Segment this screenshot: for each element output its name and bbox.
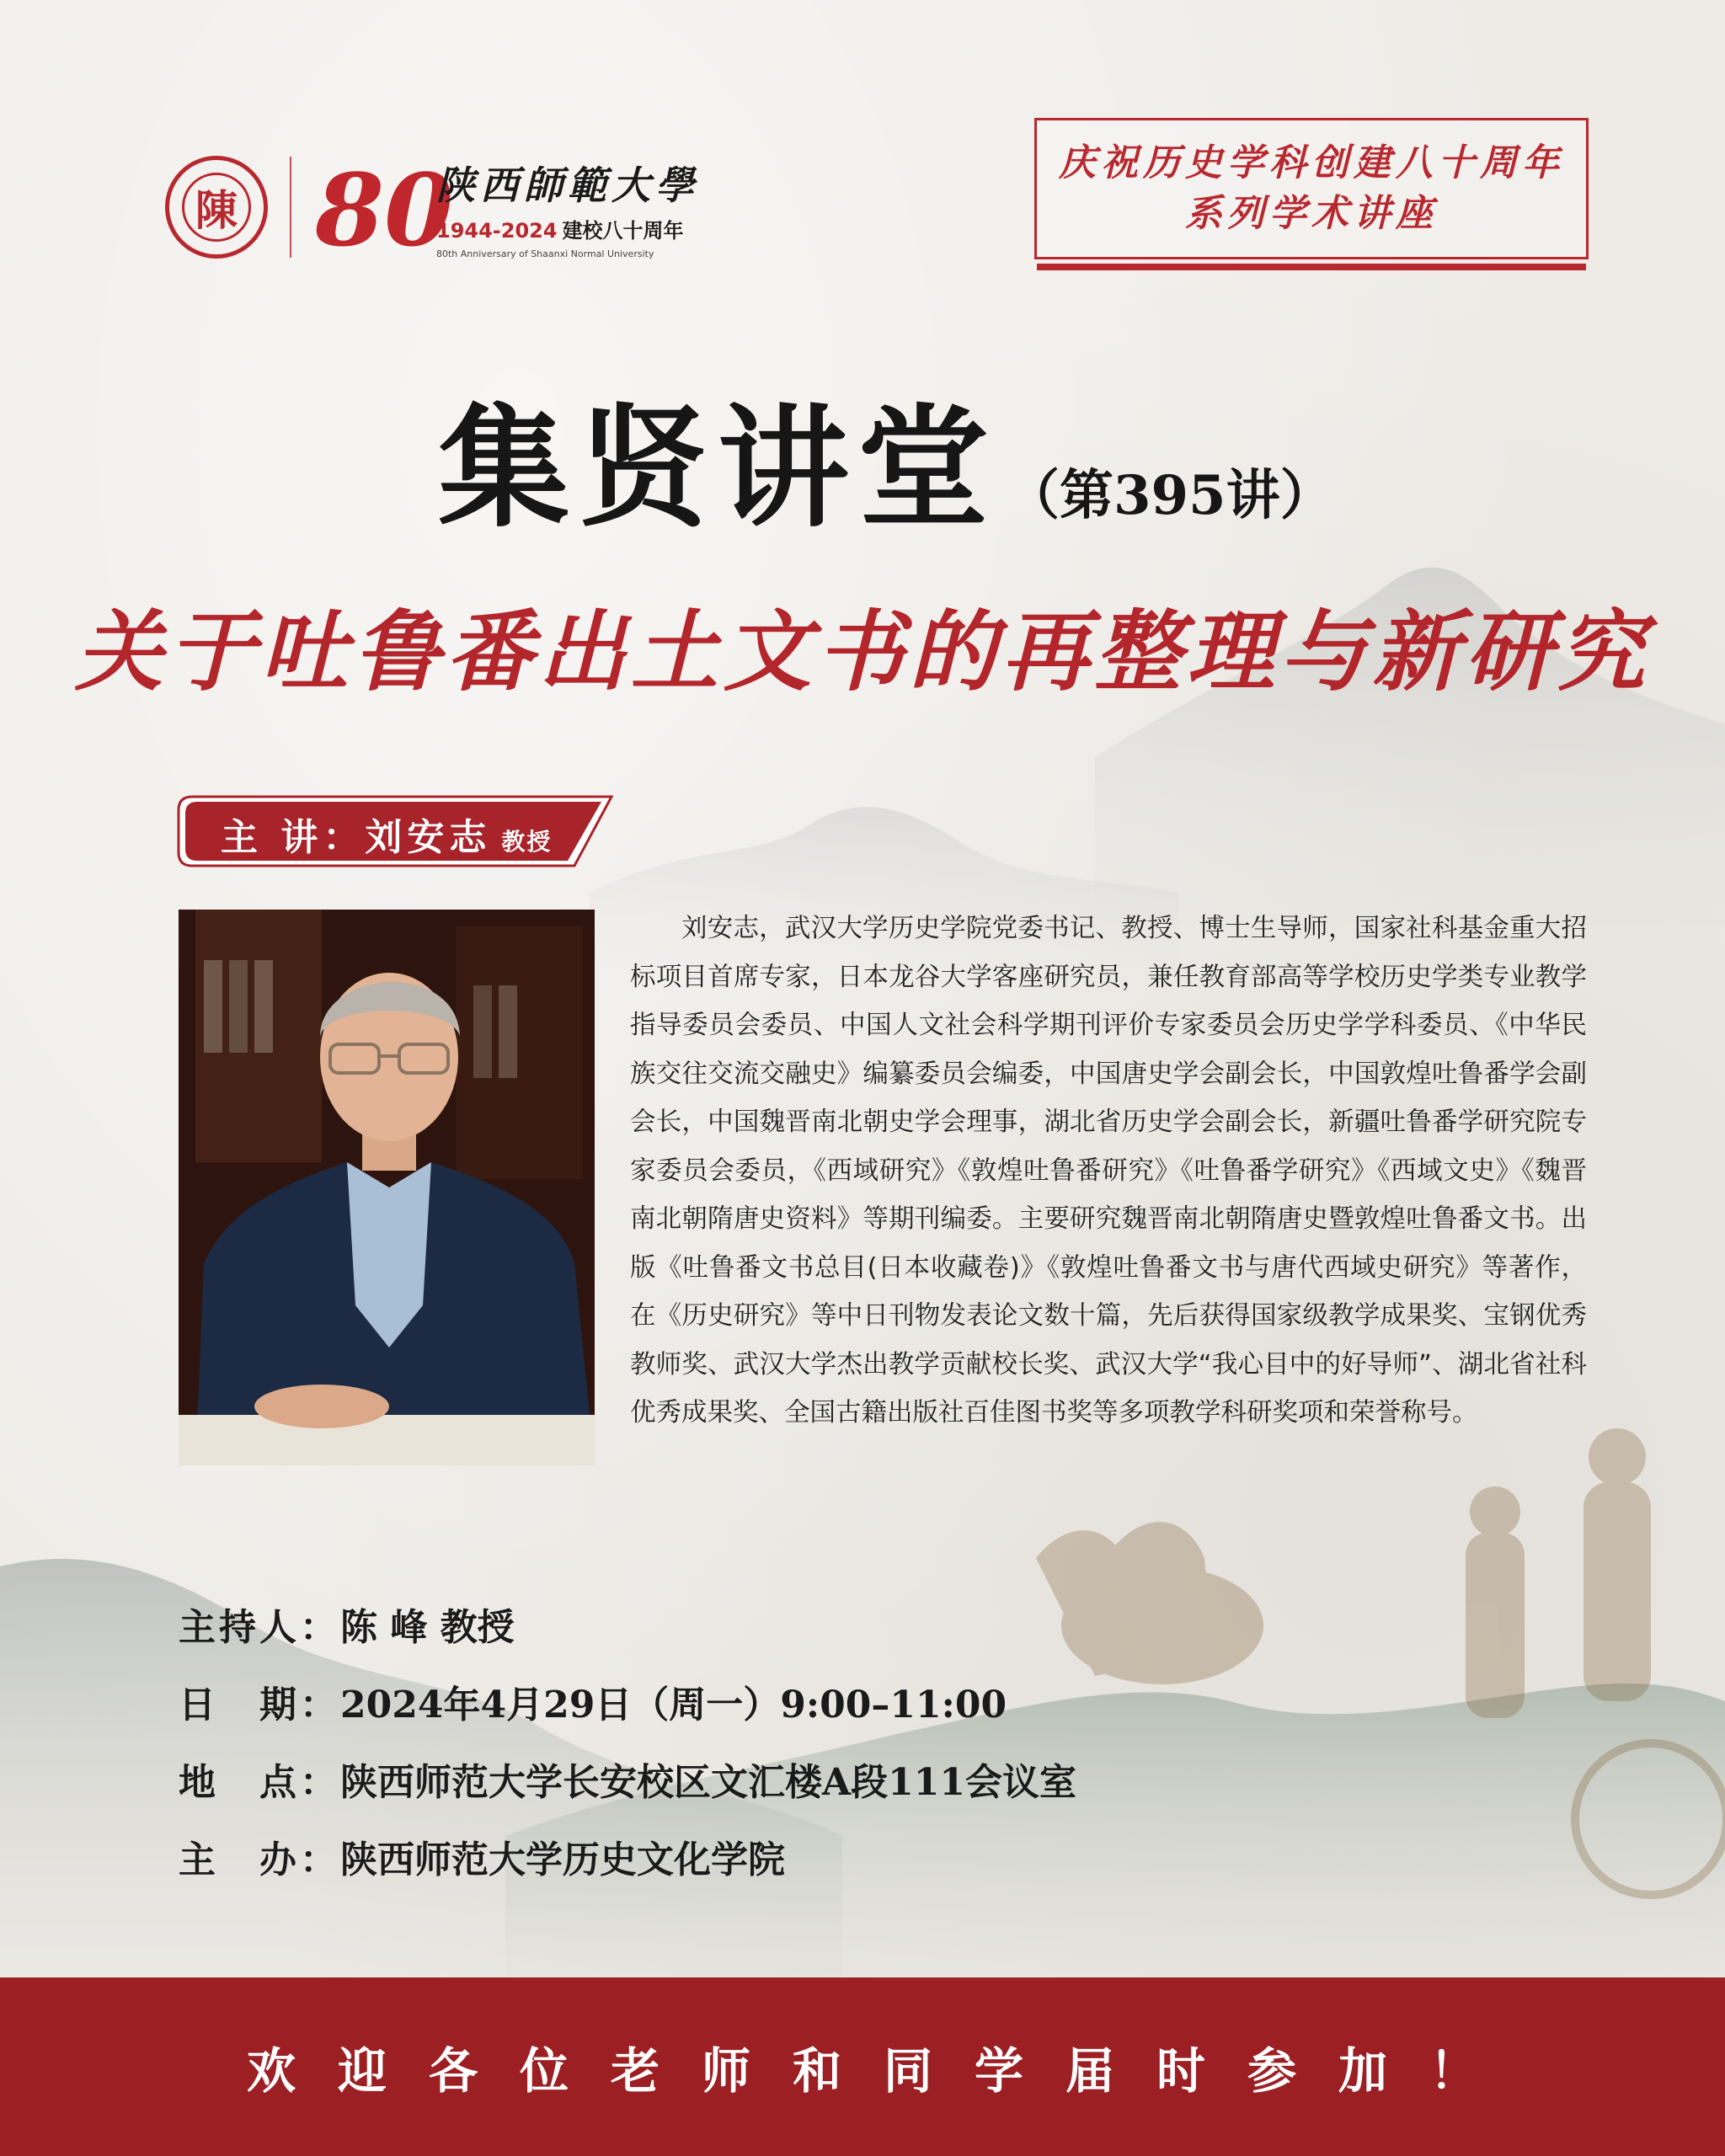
english-caption: 80th Anniversary of Shaanxi Normal University [436,248,654,259]
speaker-label [221,807,552,861]
date-row [179,1662,1076,1740]
lecture-topic: 关于吐鲁番出土文书的再整理与新研究 [74,600,1650,703]
date-label: 日 期： [179,1684,340,1726]
lecture-series-box [1034,118,1589,259]
svg-text:80: 80 [315,152,454,269]
welcome-message: 欢迎各位老师和同学届时参加！ [246,2042,1520,2100]
series-line-2: 系列学术讲座 [1185,192,1438,235]
university-name: 陕西師範大學 [436,163,699,208]
lecture-number: （第395讲） [1006,464,1334,527]
speaker-photo [179,910,595,1465]
place-label: 地 点： [179,1761,340,1804]
speaker-title: 教授 [501,828,553,856]
main-title [438,362,1334,552]
logo-divider [290,157,291,258]
organizer-label: 主 办： [179,1838,340,1881]
lecture-series-name: 集贤讲堂 [438,391,997,545]
host-label: 主持人： [179,1606,340,1649]
series-line-1: 庆祝历史学科创建八十周年 [1059,141,1564,184]
seal-glyph: 陳 [182,173,251,242]
footer-banner [0,1977,1725,2156]
anniversary-80-icon [313,152,454,269]
university-wordmark [436,155,699,259]
anniversary-years [436,214,699,243]
host-value: 陈 峰 教授 [340,1606,515,1649]
event-details [179,1585,1076,1895]
organizer-value: 陕西师范大学历史文化学院 [340,1838,785,1881]
years-range: 1944-2024 [436,219,558,243]
speaker-biography: 刘安志，武汉大学历史学院党委书记、教授、博士生导师，国家社科基金重大招标项目首席专家，日本龙谷大学客座研究员，兼任教育部高等学校历史学类专业教学指导委员会委员、中国人文社会科学期刊评价专家委员会历史学学科委员、《中华民族交往交流交融史》编纂委员会编委，中国唐史学会副会长，中国敦煌吐鲁番学会副会长，中国魏晋南北朝史学会理事，湖北省历史学会副会长，新疆吐鲁番学研究院专家委员会委员，《西域研究》《敦煌吐鲁番研究》《吐鲁番学研究》《西域文史》《魏晋南北朝隋唐史资料》等期刊编委。主要研究魏晋南北朝隋唐史暨敦煌吐鲁番文书。出版《吐鲁番文书总目(日本收藏卷)》《敦煌吐鲁番文书与唐代西域史研究》等著作，在《历史研究》等中日刊物发表论文数十篇，先后获得国家级教学成果奖、宝钢优秀教师奖、武汉大学杰出教学贡献校长奖、武汉大学“我心目中的好导师”、湖北省社科优秀成果奖、全国古籍出版社百佳图书奖等多项教学科研奖项和荣誉称号。 [630,914,1587,1428]
speaker-tag [177,792,615,871]
speaker-portrait-illustration [179,910,595,1465]
organizer-row [179,1817,1076,1895]
host-row [179,1585,1076,1662]
university-logo-group [165,148,699,269]
speaker-name: 主 讲：刘安志 [221,816,492,859]
place-row [179,1740,1076,1817]
date-value: 2024年4月29日（周一）9:00–11:00 [340,1684,1007,1726]
place-value: 陕西师范大学长安校区文汇楼A段111会议室 [340,1761,1076,1804]
university-seal-icon [165,156,268,259]
years-caption: 建校八十周年 [562,219,684,243]
